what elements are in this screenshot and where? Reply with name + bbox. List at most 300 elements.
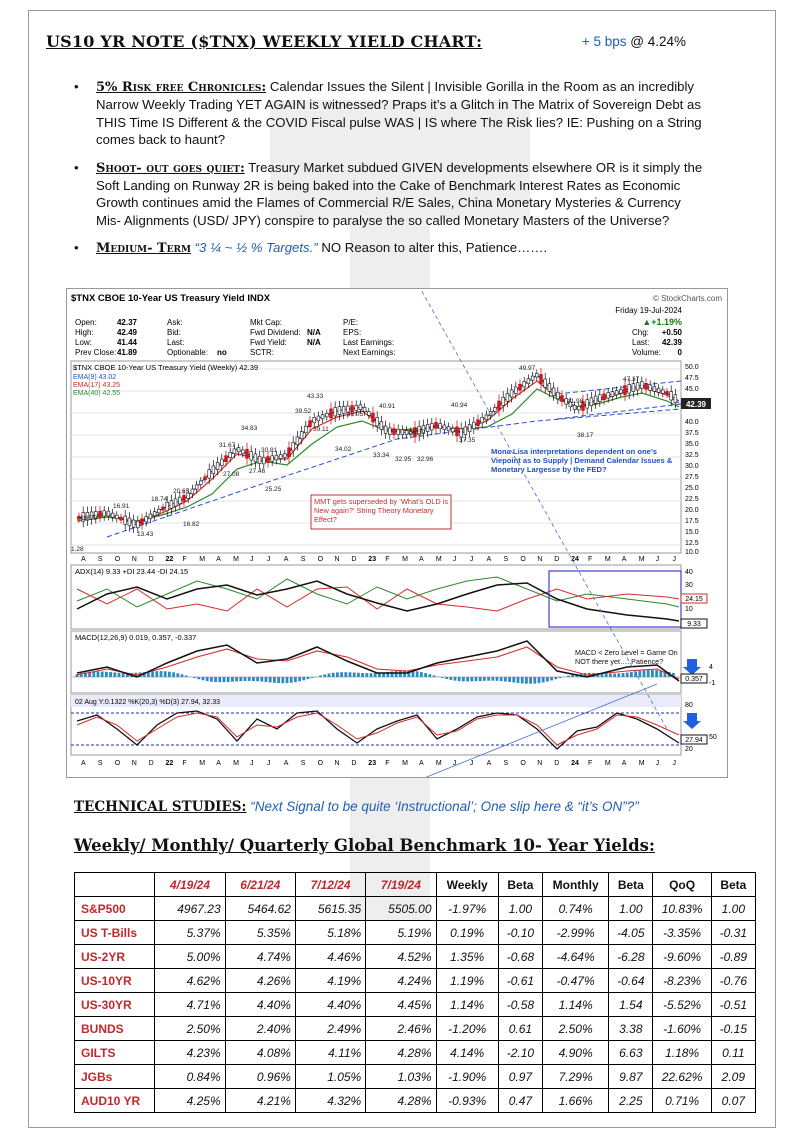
candle-body	[393, 429, 396, 435]
candle-body	[451, 428, 454, 432]
candle-body	[493, 408, 496, 412]
macd-hist-bar	[466, 677, 469, 681]
candle-body	[485, 415, 488, 420]
y-tick: 40	[685, 569, 693, 576]
month-tick: 22	[165, 556, 174, 563]
table-cell: 3.38	[609, 1017, 653, 1041]
table-cell: 1.14%	[436, 993, 498, 1017]
table-cell: 6.63	[609, 1041, 653, 1065]
macd-hist-bar	[349, 672, 352, 677]
macd-hist-bar	[227, 677, 230, 682]
month-tick: F	[385, 556, 390, 563]
candle-body	[132, 520, 135, 527]
price-label: 40.94	[451, 402, 468, 409]
y-tick: 4	[709, 664, 713, 671]
table-cell: 4.14%	[436, 1041, 498, 1065]
month-tick: J	[469, 760, 474, 767]
page-header	[46, 32, 686, 58]
quote-block-mid	[167, 318, 395, 357]
candle-body	[481, 417, 484, 422]
candle-body	[523, 382, 526, 387]
macd-hist-bar	[223, 677, 226, 682]
macd-hist-bar	[281, 677, 284, 683]
price-label: 41.98	[567, 398, 584, 405]
y-tick: 30	[685, 582, 693, 589]
macd-hist-bar	[420, 672, 423, 677]
quote-value: 41.89	[116, 348, 137, 357]
macd-hist-bar	[500, 677, 503, 681]
table-cell: 1.54	[609, 993, 653, 1017]
quote-label: Chg:	[632, 328, 649, 337]
candle-body	[107, 511, 110, 516]
month-tick: A	[283, 556, 289, 563]
row-label: US-30YR	[75, 993, 155, 1017]
candle-body	[359, 405, 362, 410]
month-tick: O	[114, 556, 121, 563]
y-tick: 47.5	[685, 375, 699, 382]
table-row	[75, 1065, 756, 1089]
month-tick: 24	[571, 760, 579, 767]
candle-body	[624, 386, 627, 395]
table-cell: 4.19%	[295, 969, 365, 993]
table-cell: 2.40%	[225, 1017, 295, 1041]
table-cell: 0.97	[498, 1065, 542, 1089]
table-cell: 5.35%	[225, 921, 295, 945]
table-cell: 4.23%	[155, 1041, 225, 1065]
macd-hist-bar	[294, 677, 297, 682]
macd-hist-bar	[357, 673, 360, 677]
month-tick: O	[520, 556, 526, 563]
candle-body	[275, 455, 278, 460]
bullet-heading: 5% Risk free Chronicles:	[96, 80, 267, 95]
price-label: 16.91	[113, 503, 130, 510]
quote-block-left	[75, 318, 138, 357]
month-tick: A	[81, 760, 86, 767]
price-label: 27.46	[249, 468, 266, 475]
candle-body	[149, 514, 152, 519]
macd-hist-bar	[533, 677, 536, 684]
quote-label: Last Earnings:	[343, 338, 395, 347]
candle-body	[216, 462, 219, 469]
quote-label: Volume:	[632, 348, 661, 357]
month-tick: M	[233, 556, 239, 563]
table-cell: 5.18%	[295, 921, 365, 945]
macd-down-arrow-icon	[683, 659, 701, 675]
candle-body	[170, 501, 173, 509]
bullet-heading: Medium- Term	[96, 241, 191, 257]
candle-body	[388, 428, 391, 435]
macd-hist-bar	[311, 677, 314, 678]
bullet-text: Treasury Market subdued GIVEN developments elsewhere OR is it simply the Soft Landing on Runway 2R is being baked into the Cake of Benchmark Interest Rates as Economic Growth continues amid the Flames of Commercial R/E Sales, China Monetary Mysteries & Currency Mis- Alignments (USD/ JPY) conspire to paralyse the so called Monetary Masters of the Universe?	[96, 159, 703, 228]
price-label: 39.05	[347, 411, 364, 418]
y-tick: 35.0	[685, 441, 699, 448]
candle-body	[548, 384, 551, 392]
quote-label: Open:	[75, 318, 97, 327]
macd-hist-bar	[416, 671, 419, 677]
row-label: US-10YR	[75, 969, 155, 993]
table-cell: -0.68	[498, 945, 542, 969]
month-tick: O	[520, 760, 526, 767]
candle-body	[527, 379, 530, 384]
quote-value: N/A	[307, 328, 321, 337]
candle-body	[271, 456, 274, 461]
price-label: 49.97	[519, 365, 536, 372]
candle-body	[603, 394, 606, 400]
table-header-cell: 4/19/24	[155, 873, 225, 897]
table-cell: 1.00	[711, 897, 755, 921]
macd-hist-bar	[445, 677, 448, 679]
table-header-cell: 7/12/24	[295, 873, 365, 897]
table-cell: 4.71%	[155, 993, 225, 1017]
candle-body	[246, 449, 249, 458]
candle-body	[502, 397, 505, 405]
table-cell: 4.21%	[225, 1089, 295, 1113]
table-cell: 0.07	[711, 1089, 755, 1113]
note-mmt-text: MMT gets superseded by ‘What’s OLD is New again?’ String Theory Monetary Effect?	[314, 497, 449, 524]
month-tick: D	[351, 760, 357, 767]
macd-hist-bar	[449, 677, 452, 680]
candle-body	[204, 477, 207, 480]
macd-hist-bar	[290, 677, 293, 683]
macd-hist-bar	[508, 677, 511, 682]
month-tick: N	[334, 556, 340, 563]
price-label: 1.28	[71, 546, 84, 553]
candle-body	[556, 392, 559, 399]
table-cell: 2.09	[711, 1065, 755, 1089]
macd-hist-bar	[328, 673, 331, 677]
table-cell: -0.93%	[436, 1089, 498, 1113]
table-cell: -4.64%	[542, 945, 608, 969]
price-y-axis	[685, 364, 699, 556]
chart-pct-change: ▲+1.19%	[642, 317, 682, 327]
macd-hist-bar	[176, 673, 179, 677]
candle-body	[254, 454, 257, 462]
candle-body	[283, 454, 286, 458]
candle-body	[141, 519, 144, 525]
table-cell: 9.87	[609, 1065, 653, 1089]
table-cell: -0.61	[498, 969, 542, 993]
bullet-text: NO Reason to alter this, Patience…….	[321, 240, 548, 256]
macd-hist-bar	[105, 672, 108, 677]
macd-hist-bar	[559, 677, 562, 678]
candle-body	[304, 426, 307, 433]
macd-hist-bar	[479, 677, 482, 681]
table-cell: 5.00%	[155, 945, 225, 969]
y-tick: 15.0	[685, 529, 699, 536]
macd-note	[575, 649, 685, 683]
quote-value: 0	[677, 348, 682, 357]
month-tick: N	[334, 760, 340, 767]
quote-label: High:	[75, 328, 94, 337]
candle-body	[561, 396, 564, 402]
candle-body	[279, 454, 282, 458]
macd-hist-bar	[344, 672, 347, 677]
y-tick: 22.5	[685, 496, 699, 503]
candle-body	[355, 405, 358, 410]
candle-body	[435, 422, 438, 428]
quote-label: Optionable:	[167, 348, 208, 357]
table-cell: -0.76	[711, 969, 755, 993]
table-row	[75, 993, 756, 1017]
month-tick: J	[250, 556, 254, 563]
table-cell: 1.03%	[366, 1065, 436, 1089]
table-cell: -1.90%	[436, 1065, 498, 1089]
macd-hist-bar	[214, 677, 217, 682]
macd-hist-bar	[319, 675, 322, 677]
macd-hist-bar	[256, 677, 259, 681]
candle-body	[590, 398, 593, 406]
quote-value: +0.50	[661, 328, 682, 337]
row-label: GILTS	[75, 1041, 155, 1065]
candle-body	[372, 413, 375, 422]
macd-hist-bar	[206, 677, 209, 681]
candle-body	[636, 383, 639, 390]
quote-label: Fwd Yield:	[250, 338, 287, 347]
macd-hist-bar	[298, 677, 301, 681]
bullet-risk-free	[74, 78, 704, 149]
candle-body	[439, 423, 442, 428]
candle-body	[426, 424, 429, 431]
adx-y-axis	[685, 569, 693, 613]
macd-hist-bar	[109, 672, 112, 677]
candle-body	[544, 379, 547, 387]
macd-hist-bar	[122, 673, 125, 677]
table-cell: 4.40%	[225, 993, 295, 1017]
macd-hist-bar	[210, 677, 213, 682]
candle-body	[397, 429, 400, 434]
macd-hist-bar	[365, 673, 368, 677]
table-row	[75, 1041, 756, 1065]
table-header-cell: Beta	[609, 873, 653, 897]
table-cell: 7.29%	[542, 1065, 608, 1089]
table-cell: -0.89	[711, 945, 755, 969]
table-cell: -0.15	[711, 1017, 755, 1041]
table-title-text: Weekly/ Monthly/ Quarterly Global Benchmark 10- Year Yields	[74, 836, 649, 855]
month-tick: A	[81, 556, 86, 563]
month-tick: J	[250, 760, 254, 767]
macd-hist-bar	[487, 677, 490, 681]
quote-label: Ask:	[167, 318, 183, 327]
month-tick: F	[385, 760, 390, 767]
month-tick: M	[199, 760, 206, 767]
macd-hist-bar	[483, 677, 486, 681]
y-tick: 12.5	[685, 540, 699, 547]
chart-source: © StockCharts.com	[652, 294, 722, 303]
table-header-cell	[75, 873, 155, 897]
month-tick: N	[537, 556, 543, 563]
quote-label: SCTR:	[250, 348, 274, 357]
price-label: 20.65	[173, 488, 190, 495]
month-tick: A	[216, 556, 221, 563]
month-tick: N	[131, 760, 137, 767]
macd-hist-bar	[475, 677, 478, 681]
candle-body	[174, 499, 177, 506]
macd-hist-bar	[517, 677, 520, 683]
month-tick: D	[148, 760, 154, 767]
bullet-shoot-out	[74, 159, 704, 230]
y-tick: 50	[709, 734, 717, 741]
candle-body	[430, 423, 433, 430]
macd-hist-bar	[193, 677, 196, 678]
macd-hist-bar	[428, 674, 431, 677]
macd-hist-bar	[567, 676, 570, 677]
table-cell: -6.28	[609, 945, 653, 969]
month-tick: 23	[368, 760, 377, 767]
candle-body	[78, 516, 81, 519]
month-tick: J	[672, 556, 676, 563]
table-cell: 0.61	[498, 1017, 542, 1041]
bullet-dot-icon: •	[74, 159, 79, 175]
macd-hist-bar	[542, 677, 545, 682]
macd-hist-bar	[197, 677, 200, 679]
note-mona-lisa	[491, 447, 687, 487]
month-tick: F	[182, 556, 187, 563]
quote-label: Fwd Dividend:	[250, 328, 301, 337]
month-tick: J	[469, 556, 474, 563]
macd-hist-bar	[496, 677, 499, 681]
price-label: 30.81	[261, 447, 278, 454]
macd-hist-bar	[361, 673, 364, 677]
macd-hist-bar	[248, 677, 251, 681]
quote-label: Mkt Cap:	[250, 318, 283, 327]
table-row	[75, 969, 756, 993]
price-label: 40.91	[379, 403, 396, 410]
table-cell: 5.19%	[366, 921, 436, 945]
month-tick: O	[317, 760, 324, 767]
candle-body	[300, 432, 303, 439]
table-cell: 1.00	[609, 897, 653, 921]
macd-hist-bar	[525, 677, 528, 684]
candle-body	[607, 393, 610, 398]
macd-hist-bar	[113, 672, 116, 677]
table-cell: 4.26%	[225, 969, 295, 993]
candle-body	[208, 470, 211, 478]
candle-body	[103, 511, 106, 516]
month-tick: S	[300, 556, 306, 563]
macd-hist-bar	[550, 677, 553, 680]
table-cell: 5464.62	[225, 897, 295, 921]
macd-hist-bar	[554, 677, 557, 679]
month-tick: A	[419, 760, 424, 767]
table-cell: -1.20%	[436, 1017, 498, 1041]
month-tick: 22	[165, 760, 174, 767]
candle-body	[241, 450, 244, 454]
y-tick: 45.0	[685, 386, 699, 393]
candle-body	[178, 497, 181, 504]
candle-body	[317, 416, 320, 421]
month-tick: S	[503, 760, 509, 767]
month-tick: F	[588, 556, 593, 563]
candle-body	[443, 425, 446, 430]
table-cell: -0.10	[498, 921, 542, 945]
commentary-list	[74, 78, 704, 268]
candle-body	[111, 513, 114, 517]
candle-body	[619, 390, 622, 394]
table-cell: 1.00	[498, 897, 542, 921]
candle-body	[456, 427, 459, 436]
macd-hist-bar	[252, 677, 255, 681]
month-tick: S	[503, 556, 509, 563]
candle-body	[598, 395, 601, 402]
macd-hist-bar	[265, 677, 268, 682]
row-label: AUD10 YR	[75, 1089, 155, 1113]
y-tick: 32.5	[685, 452, 699, 459]
candle-body	[367, 412, 370, 416]
quote-label: EPS:	[343, 328, 362, 337]
candle-body	[115, 515, 118, 519]
quote-label: Last:	[632, 338, 650, 347]
candle-body	[342, 406, 345, 413]
table-cell: 0.19%	[436, 921, 498, 945]
candle-body	[136, 521, 139, 528]
month-tick: A	[419, 556, 424, 563]
y-tick: 80	[685, 702, 693, 709]
yield-change	[582, 34, 686, 49]
candle-body	[468, 425, 471, 432]
bullet-medium-term	[74, 239, 704, 257]
price-label: 31.67	[219, 442, 236, 449]
month-tick: A	[486, 760, 492, 767]
macd-hist-bar	[231, 677, 234, 682]
macd-hist-bar	[458, 677, 461, 681]
table-title-colon: :	[648, 836, 655, 855]
table-cell: 5505.00	[366, 897, 436, 921]
month-tick: J	[266, 556, 271, 563]
table-cell: -0.64	[609, 969, 653, 993]
price-label: 38.17	[577, 432, 594, 439]
candle-body	[645, 383, 648, 389]
macd-hist-bar	[441, 677, 444, 678]
candle-body	[292, 442, 295, 450]
table-row	[75, 921, 756, 945]
bullet-heading: Shoot- out goes quiet:	[96, 160, 245, 176]
price-legend-title: $TNX CBOE 10-Year US Treasury Yield (Weekly) 42.39	[73, 363, 259, 372]
candle-body	[376, 417, 379, 425]
macd-hist-bar	[260, 677, 263, 682]
table-cell: 4.24%	[366, 969, 436, 993]
legend-ema9: EMA(9) 43.02	[73, 374, 117, 381]
candle-body	[166, 502, 169, 510]
macd-hist-bar	[168, 672, 171, 677]
table-cell: 0.74%	[542, 897, 608, 921]
candle-body	[405, 430, 408, 434]
candle-body	[229, 452, 232, 457]
candle-body	[649, 385, 652, 390]
table-cell: 5.37%	[155, 921, 225, 945]
table-cell: 4.11%	[295, 1041, 365, 1065]
candle-body	[124, 516, 127, 524]
chart-svg	[67, 289, 727, 777]
candle-body	[237, 448, 240, 452]
macd-hist-bar	[160, 671, 163, 677]
table-cell: 4.52%	[366, 945, 436, 969]
candle-body	[296, 437, 299, 445]
table-cell: 4.74%	[225, 945, 295, 969]
row-label: BUNDS	[75, 1017, 155, 1041]
table-header-cell: Monthly	[542, 873, 608, 897]
table-cell: 22.62%	[653, 1065, 711, 1089]
macd-hist-bar	[101, 672, 104, 677]
candle-body	[653, 387, 656, 392]
candle-body	[447, 427, 450, 431]
macd-hist-bar	[185, 676, 188, 677]
macd-hist-bar	[454, 677, 457, 681]
quote-value: 42.49	[116, 328, 137, 337]
candle-body	[540, 375, 543, 384]
table-row	[75, 1017, 756, 1041]
table-cell: 0.96%	[225, 1065, 295, 1089]
month-tick: M	[638, 556, 645, 563]
